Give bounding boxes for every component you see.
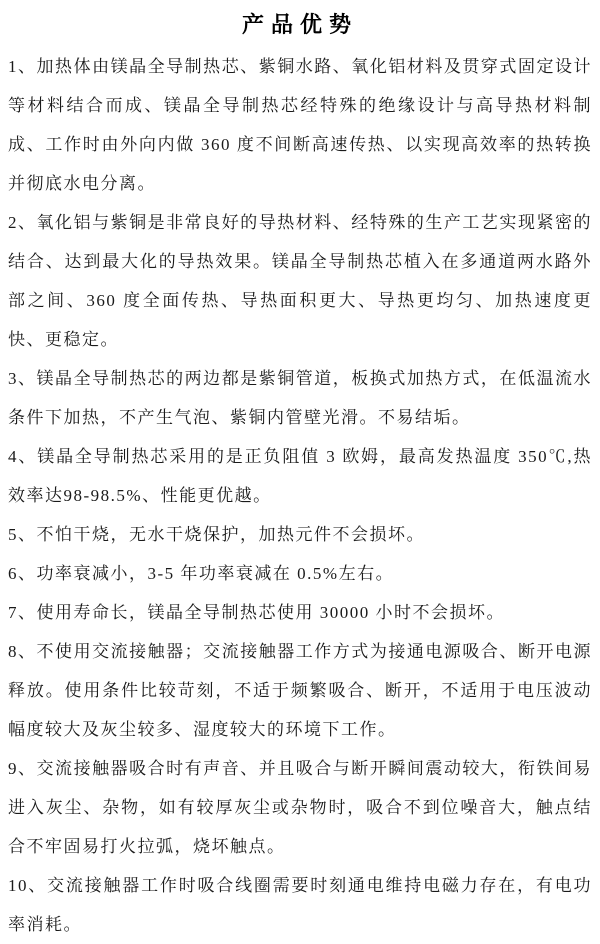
paragraph-3: 3、镁晶全导制热芯的两边都是紫铜管道，板换式加热方式，在低温流水条件下加热，不产生气泡、紫铜内管壁光滑。不易结垢。 [8, 369, 592, 427]
paragraph-5: 5、不怕干烧，无水干烧保护，加热元件不会损坏。 [8, 525, 425, 544]
paragraph-2: 2、氧化铝与紫铜是非常良好的导热材料、经特殊的生产工艺实现紧密的结合、达到最大化的导热效果。镁晶全导制热芯植入在多通道两水路外部之间、360 度全面传热、导热面积更大、导热更均匀、加热速度更快、更稳定。 [8, 213, 592, 349]
paragraph-9: 9、交流接触器吸合时有声音、并且吸合与断开瞬间震动较大，衔铁间易进入灰尘、杂物，如有较厚灰尘或杂物时，吸合不到位噪音大，触点结合不牢固易打火拉弧，烧坏触点。 [8, 759, 592, 856]
page-title: 产品优势 [241, 12, 358, 37]
paragraph-8: 8、不使用交流接触器；交流接触器工作方式为接通电源吸合、断开电源释放。使用条件比较苛刻，不适于频繁吸合、断开，不适用于电压波动幅度较大及灰尘较多、湿度较大的环境下工作。 [8, 642, 592, 739]
paragraph-1: 1、加热体由镁晶全导制热芯、紫铜水路、氧化铝材料及贯穿式固定设计等材料结合而成、镁晶全导制热芯经特殊的绝缘设计与高导热材料制成、工作时由外向内做 360 度不间断高速传热、以实现高效率的热转换并彻底水电分离。 [8, 57, 592, 193]
paragraph-6: 6、功率衰减小，3-5 年功率衰减在 0.5%左右。 [8, 564, 395, 583]
paragraph-10: 10、交流接触器工作时吸合线圈需要时刻通电维持电磁力存在，有电功率消耗。 [8, 876, 592, 934]
paragraph-4: 4、镁晶全导制热芯采用的是正负阻值 3 欧姆，最高发热温度 350℃,热效率达98-98.5%、性能更优越。 [8, 447, 592, 505]
paragraph-7: 7、使用寿命长，镁晶全导制热芯使用 30000 小时不会损坏。 [8, 603, 505, 622]
document-body [8, 47, 592, 944]
